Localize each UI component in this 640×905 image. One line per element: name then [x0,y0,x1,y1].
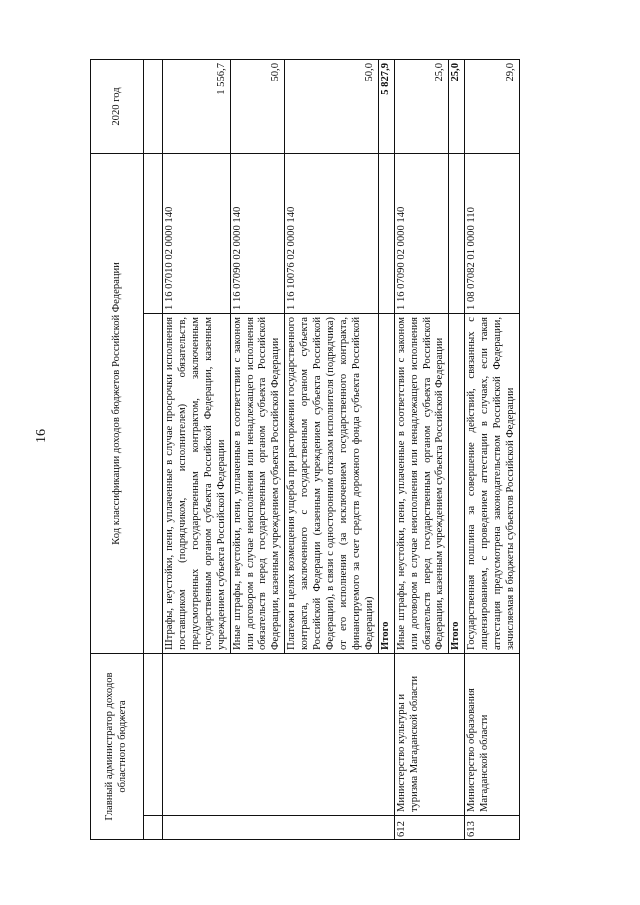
amount-2020: 29,0 [465,59,520,153]
header-classification: Код классификации доходов бюджетов Российской Федерации [91,153,144,653]
classification-code [378,153,394,313]
revenue-table-rotated [90,60,520,840]
revenue-description: Платежи в целях возмещения ущерба при расторжении государственного контракта, заключенного с государственным органом субъекта Российской Федерации (казенным учреждением субъекта Российской Федерации), в связи с односторонним отказом исполнителя (подрядчика) от его исполнения (за исключением государственного контракта, финансируемого за счет средств дорожного фонда субъекта Российской Федерации) [285,314,378,654]
table-blank-row [144,59,163,839]
total-amount: 25,0 [449,59,465,153]
total-label: Итого [378,314,394,654]
classification-code: 1 16 07090 02 0000 140 [230,153,285,313]
admin-name [163,654,395,816]
table-row [394,59,449,839]
classification-code: 1 16 07010 02 0000 140 [163,153,231,313]
amount-2020: 50,0 [230,59,285,153]
admin-code: 613 [465,816,520,840]
revenue-description: Государственная пошлина за совершение действий, связанных с лицензированием, с проведением аттестации в случаях, если такая аттестация предусмотрена законодательством Российской Федерации, зачисляемая в бюджеты субъектов Российской Федерации [465,314,520,654]
classification-code: 1 08 07082 01 0000 110 [465,153,520,313]
admin-code: 612 [394,816,465,840]
header-year: 2020 год [91,59,144,153]
revenue-description: Иные штрафы, неустойки, пени, уплаченные в соответствии с законом или договором в случае неисполнения или ненадлежащего исполнения обязательств перед государственным органом субъекта Российской Федерации, казенным учреждением субъекта Российской Федерации [230,314,285,654]
total-label: Итого [449,314,465,654]
revenue-classification-table [90,59,520,840]
header-admin: Главный администратор доходов областного бюджета [91,654,144,840]
total-amount: 5 827,9 [378,59,394,153]
amount-2020: 50,0 [285,59,378,153]
amount-2020: 1 556,7 [163,59,231,153]
table-row [163,59,231,839]
page-number: 16 [34,429,49,443]
table-header-row [91,59,144,839]
revenue-description: Иные штрафы, неустойки, пени, уплаченные в соответствии с законом или договором в случае неисполнения или ненадлежащего исполнения обязательств перед государственным органом субъекта Российской Федерации, казенным учреждением субъекта Российской Федерации [394,314,449,654]
classification-code [449,153,465,313]
admin-name: Министерство культуры и туризма Магаданской области [394,654,465,816]
classification-code: 1 16 07090 02 0000 140 [394,153,449,313]
revenue-description: Штрафы, неустойки, пени, уплаченные в случае просрочки исполнения поставщиком (подрядчиком, исполнителем) обязательств, предусмотренных государственным контрактом, заключенным государственным органом субъекта Российской Федерации, казенным учреждением субъекта Российской Федерации [163,314,231,654]
admin-name: Министерство образования Магаданской области [465,654,520,816]
amount-2020: 25,0 [394,59,449,153]
table-row [465,59,520,839]
classification-code: 1 16 10076 02 0000 140 [285,153,378,313]
admin-code [163,816,395,840]
